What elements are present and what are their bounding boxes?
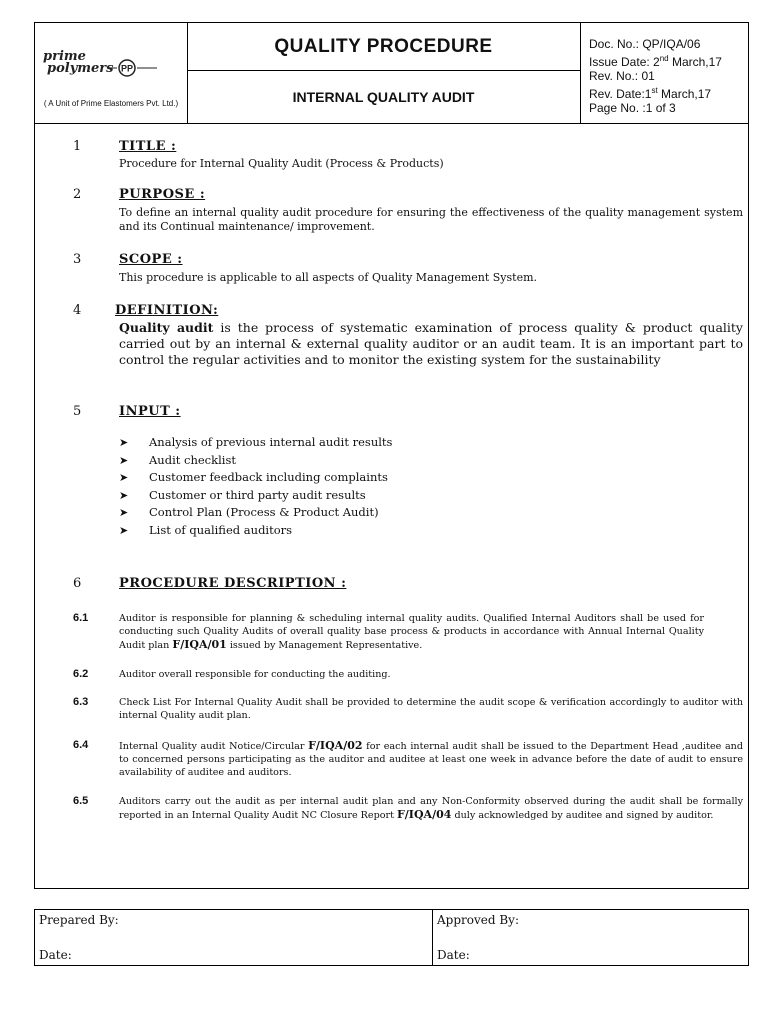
list-item-text: Analysis of previous internal audit results xyxy=(149,435,393,449)
procedure-item-text xyxy=(119,739,743,779)
section-heading: DEFINITION: xyxy=(115,303,219,318)
form-reference: F/IQA/01 xyxy=(172,638,227,651)
section-number: 2 xyxy=(73,187,82,202)
rev-date-sup: st xyxy=(651,85,658,95)
procedure-text-part: Internal Quality audit Notice/Circular xyxy=(119,741,309,752)
section-number: 6 xyxy=(73,576,82,591)
signature-footer xyxy=(34,909,749,966)
doc-number: Doc. No.: QP/IQA/06 xyxy=(589,37,701,51)
procedure-item-text: Auditor overall responsible for conducting the auditing. xyxy=(119,669,391,680)
logo-emblem-icon xyxy=(107,57,157,79)
definition-term: Quality audit xyxy=(119,320,214,335)
rev-number: Rev. No.: 01 xyxy=(589,69,655,83)
procedure-item-number: 6.4 xyxy=(73,739,89,751)
form-reference: F/IQA/02 xyxy=(308,739,363,752)
document-header xyxy=(35,23,748,124)
prepared-by-label: Prepared By: xyxy=(39,913,119,927)
procedure-item-text xyxy=(119,612,704,652)
document-frame xyxy=(34,22,749,889)
section-heading: INPUT : xyxy=(119,404,181,419)
logo-subtitle: ( A Unit of Prime Elastomers Pvt. Ltd.) xyxy=(43,99,179,108)
rev-date xyxy=(589,84,748,102)
procedure-item-number: 6.5 xyxy=(73,795,89,807)
logo-emblem-text: PP xyxy=(120,63,134,74)
section-heading: TITLE : xyxy=(119,139,177,154)
definition-text: is the process of systematic examination of process quality & product quality carried out by an internal & external quality auditor or an audit team. It is an important part to control the regular activities and to monitor the existing system for the sustainability xyxy=(119,320,743,367)
section-number: 1 xyxy=(73,139,82,154)
arrow-bullet-icon: ➤ xyxy=(119,488,129,502)
arrow-bullet-icon: ➤ xyxy=(119,523,129,537)
date-label-left: Date: xyxy=(39,948,72,962)
list-item xyxy=(119,487,719,505)
procedure-item-text: Check List For Internal Quality Audit shall be provided to determine the audit scope & verification accordingly to auditor with internal Quality audit plan. xyxy=(119,697,743,721)
rev-date-suffix: March,17 xyxy=(657,86,712,101)
procedure-text-part: Auditors carry out the audit as per internal audit plan and any Non-Conformity observed during the audit shall be formally reported in an Internal Quality Audit NC Closure Report xyxy=(119,796,743,821)
list-item-text: List of qualified auditors xyxy=(149,522,293,537)
approved-by-cell xyxy=(433,910,749,965)
procedure-item-text xyxy=(119,795,743,822)
document-subtitle: INTERNAL QUALITY AUDIT xyxy=(292,89,475,105)
section-number: 5 xyxy=(73,404,82,419)
list-item xyxy=(119,504,719,522)
issue-date-suffix: March,17 xyxy=(668,54,722,69)
prepared-by-cell xyxy=(35,910,433,965)
title-cell xyxy=(187,23,581,123)
section-number: 3 xyxy=(73,252,82,267)
arrow-bullet-icon: ➤ xyxy=(119,436,129,449)
logo-line1: prime xyxy=(43,49,86,64)
company-logo xyxy=(35,23,188,123)
list-item-text: Audit checklist xyxy=(149,452,236,467)
issue-date-prefix: Issue Date: 2 xyxy=(589,54,660,69)
form-reference: F/IQA/04 xyxy=(396,808,452,821)
list-item-text: Customer or third party audit results xyxy=(149,487,366,502)
procedure-text-part: Auditor is responsible for planning & scheduling internal quality audits. Qualified Internal Auditors shall be used for conducting such Quality Audits of overall quality base process & products in accordance with Annual Internal Quality Audit plan xyxy=(119,613,704,651)
list-item-text: Customer feedback including complaints xyxy=(149,470,388,485)
input-list xyxy=(119,434,719,540)
section-text: This procedure is applicable to all aspects of Quality Management System. xyxy=(119,271,538,284)
procedure-text-part: duly acknowledged by auditee and signed by auditor. xyxy=(451,810,714,821)
procedure-text-part: issued by Management Representative. xyxy=(226,640,423,651)
logo-wordmark xyxy=(43,51,113,75)
page-number: Page No. :1 of 3 xyxy=(589,101,676,115)
section-heading: PROCEDURE DESCRIPTION : xyxy=(119,576,347,591)
section-heading: PURPOSE : xyxy=(119,187,206,202)
arrow-bullet-icon: ➤ xyxy=(119,453,129,467)
section-text: Procedure for Internal Quality Audit (Process & Products) xyxy=(119,157,444,170)
list-item xyxy=(119,452,719,470)
section-text: To define an internal quality audit procedure for ensuring the effectiveness of the quality management system and its Continual maintenance/ improvement. xyxy=(119,206,743,233)
logo-line2: polymers xyxy=(47,61,114,76)
procedure-text-part: for each internal audit shall be issued to the Department Head ,auditee and to concerned persons participating as the auditor and auditee at least one week in advance before the date of audit to ensure availability of auditee and auditors. xyxy=(119,741,743,778)
section-heading: SCOPE : xyxy=(119,252,183,267)
approved-by-label: Approved By: xyxy=(437,913,520,927)
arrow-bullet-icon: ➤ xyxy=(119,506,129,520)
date-label-right: Date: xyxy=(437,948,470,962)
rev-date-prefix: Rev. Date:1 xyxy=(589,86,652,101)
section-number: 4 xyxy=(73,303,82,318)
procedure-item-number: 6.2 xyxy=(73,668,89,680)
document-title: QUALITY PROCEDURE xyxy=(187,23,580,71)
procedure-item-number: 6.1 xyxy=(73,612,89,624)
list-item xyxy=(119,469,719,487)
section-text xyxy=(119,320,743,368)
arrow-bullet-icon: ➤ xyxy=(119,471,129,485)
procedure-item-number: 6.3 xyxy=(73,696,89,708)
issue-date xyxy=(589,52,748,70)
list-item-text: Control Plan (Process & Product Audit) xyxy=(149,505,379,520)
document-info xyxy=(581,23,748,123)
list-item xyxy=(119,434,719,452)
issue-date-sup: nd xyxy=(659,53,669,63)
list-item xyxy=(119,522,719,540)
